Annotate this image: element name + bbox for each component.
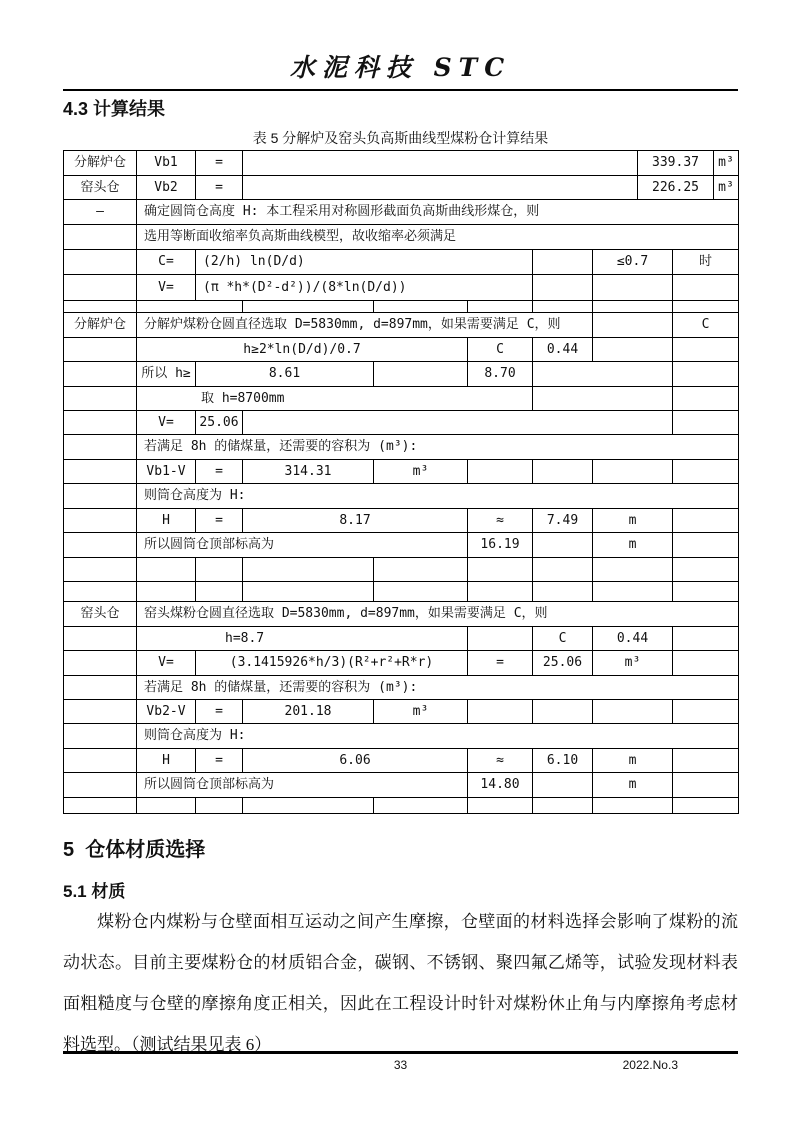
table-row — [64, 435, 739, 460]
table-row — [64, 275, 739, 301]
table-cell: 取 h=8700mm — [137, 387, 533, 411]
table-row — [64, 176, 739, 200]
table-cell — [673, 798, 739, 814]
table-cell: (π *h*(D²-d²))/(8*ln(D/d)) — [196, 275, 533, 301]
table-cell: 若满足 8h 的储煤量，还需要的容积为 (m³): — [137, 435, 739, 460]
table-row — [64, 602, 739, 627]
table-cell — [533, 773, 593, 798]
table-cell — [243, 582, 374, 602]
table-cell: V= — [137, 411, 196, 435]
table-cell — [64, 250, 137, 275]
table-cell: 若满足 8h 的储煤量，还需要的容积为 (m³): — [137, 676, 739, 700]
table-cell: C= — [137, 250, 196, 275]
table-cell — [593, 700, 673, 724]
table-cell — [593, 582, 673, 602]
table-cell — [64, 676, 137, 700]
table-cell: 所以 h≥ — [137, 362, 196, 387]
table-cell — [468, 627, 533, 651]
table-cell — [374, 362, 468, 387]
table-cell: ≈ — [468, 509, 533, 533]
table-cell — [243, 176, 638, 200]
table-cell: Vb1 — [137, 151, 196, 176]
table-cell: 25.06 — [196, 411, 243, 435]
section-heading-5-1: 5.1 材质 — [63, 882, 126, 901]
table-cell — [64, 773, 137, 798]
table-row — [64, 200, 739, 225]
table-cell — [533, 558, 593, 582]
table-cell — [243, 798, 374, 814]
table-cell — [593, 798, 673, 814]
table-cell — [673, 387, 739, 411]
table-cell — [673, 627, 739, 651]
table-cell — [468, 301, 533, 313]
table-caption: 表 5 分解炉及窑头负高斯曲线型煤粉仓计算结果 — [252, 130, 549, 146]
table-cell — [64, 627, 137, 651]
table-cell: 时 — [673, 250, 739, 275]
table-cell: C — [468, 338, 533, 362]
table-cell: = — [468, 651, 533, 676]
table-cell: 8.61 — [196, 362, 374, 387]
table-cell — [64, 387, 137, 411]
table-row — [64, 484, 739, 509]
table-row — [64, 582, 739, 602]
table-row — [64, 338, 739, 362]
table-row — [64, 724, 739, 749]
table-cell — [593, 301, 673, 313]
table-cell — [64, 700, 137, 724]
table-cell — [64, 411, 137, 435]
table-cell — [64, 484, 137, 509]
table-cell — [673, 411, 739, 435]
table-cell — [196, 582, 243, 602]
table-cell: 窑头煤粉仓圆直径选取 D=5830mm, d=897mm，如果需要满足 C，则 — [137, 602, 739, 627]
table-row — [64, 651, 739, 676]
table-cell: V= — [137, 651, 196, 676]
table-cell — [64, 558, 137, 582]
table-cell: m³ — [374, 700, 468, 724]
table-row — [64, 533, 739, 558]
table-cell — [243, 151, 638, 176]
table-cell — [468, 558, 533, 582]
table-cell — [533, 362, 673, 387]
table-cell — [533, 582, 593, 602]
table-row — [64, 250, 739, 275]
table-cell — [533, 250, 593, 275]
table-cell: m³ — [593, 651, 673, 676]
table-cell: 所以圆筒仓顶部标高为 — [137, 533, 468, 558]
table-cell — [533, 460, 593, 484]
section-heading-4-3: 4.3 计算结果 — [63, 99, 166, 119]
table-cell — [468, 798, 533, 814]
table-cell: V= — [137, 275, 196, 301]
table-cell: m³ — [714, 151, 739, 176]
table-cell: h≥2*ln(D/d)/0.7 — [137, 338, 468, 362]
table-cell: = — [196, 749, 243, 773]
table-cell — [533, 275, 593, 301]
table-cell — [374, 301, 468, 313]
table-cell: m³ — [714, 176, 739, 200]
table-cell — [137, 301, 243, 313]
table-cell — [64, 275, 137, 301]
table-row — [64, 749, 739, 773]
table-cell: = — [196, 151, 243, 176]
table-cell — [673, 338, 739, 362]
table-cell: = — [196, 700, 243, 724]
table-cell: h=8.7 — [137, 627, 468, 651]
table-cell: ≤0.7 — [593, 250, 673, 275]
table-cell — [673, 558, 739, 582]
table-cell — [593, 313, 673, 338]
table-row — [64, 387, 739, 411]
table-cell: 分解炉仓 — [64, 151, 137, 176]
table-cell: 25.06 — [533, 651, 593, 676]
table-cell — [64, 301, 137, 313]
table-cell: 选用等断面收缩率负高斯曲线模型，故收缩率必须满足 — [137, 225, 739, 250]
table-cell — [64, 362, 137, 387]
table-cell — [673, 651, 739, 676]
table-cell — [64, 509, 137, 533]
table-cell — [64, 582, 137, 602]
table-cell — [673, 533, 739, 558]
table-cell — [243, 411, 673, 435]
table-cell: m³ — [374, 460, 468, 484]
calc-table-body — [64, 151, 739, 814]
page-number: 33 — [393, 1058, 408, 1072]
table-cell: 226.25 — [638, 176, 714, 200]
table-cell: 14.80 — [468, 773, 533, 798]
table-cell: 窑头仓 — [64, 176, 137, 200]
table-cell: = — [196, 176, 243, 200]
issue-label: 2022.No.3 — [622, 1058, 678, 1072]
table-cell: m — [593, 773, 673, 798]
table-cell: m — [593, 533, 673, 558]
table-cell — [374, 798, 468, 814]
table-row — [64, 460, 739, 484]
table-cell — [593, 275, 673, 301]
calc-table — [63, 150, 739, 814]
table-row — [64, 798, 739, 814]
table-cell: m — [593, 509, 673, 533]
table-cell — [593, 338, 673, 362]
table-cell: 所以圆筒仓顶部标高为 — [137, 773, 468, 798]
table-cell: 分解炉煤粉仓圆直径选取 D=5830mm, d=897mm，如果需要满足 C，则 — [137, 313, 593, 338]
table-cell — [533, 387, 673, 411]
table-cell: 窑头仓 — [64, 602, 137, 627]
table-row — [64, 225, 739, 250]
table-cell — [196, 798, 243, 814]
table-cell: — — [64, 200, 137, 225]
table-cell — [468, 460, 533, 484]
table-row — [64, 773, 739, 798]
table-cell — [64, 533, 137, 558]
table-cell: m — [593, 749, 673, 773]
table-row — [64, 301, 739, 313]
table-cell: Vb2-V — [137, 700, 196, 724]
table-cell: 则筒仓高度为 H: — [137, 484, 739, 509]
table-cell: 16.19 — [468, 533, 533, 558]
table-cell — [673, 460, 739, 484]
table-cell — [593, 460, 673, 484]
table-cell: 0.44 — [593, 627, 673, 651]
table-cell — [533, 700, 593, 724]
table-cell: 则筒仓高度为 H: — [137, 724, 739, 749]
table-row — [64, 362, 739, 387]
table-cell — [468, 582, 533, 602]
table-cell — [673, 509, 739, 533]
table-cell — [64, 225, 137, 250]
table-cell: 314.31 — [243, 460, 374, 484]
table-cell: H — [137, 509, 196, 533]
table-cell: 6.06 — [243, 749, 468, 773]
table-row — [64, 411, 739, 435]
table-cell — [64, 435, 137, 460]
table-cell: 8.17 — [243, 509, 468, 533]
table-cell: = — [196, 460, 243, 484]
table-cell — [243, 301, 374, 313]
table-cell — [64, 749, 137, 773]
table-cell — [468, 700, 533, 724]
table-cell: (2/h) ln(D/d) — [196, 250, 533, 275]
table-cell — [243, 558, 374, 582]
table-row — [64, 151, 739, 176]
table-cell: = — [196, 509, 243, 533]
table-cell: Vb2 — [137, 176, 196, 200]
table-cell — [673, 582, 739, 602]
table-cell: 8.70 — [468, 362, 533, 387]
table-cell — [533, 533, 593, 558]
table-row — [64, 313, 739, 338]
table-row — [64, 627, 739, 651]
table-row — [64, 509, 739, 533]
table-cell: 7.49 — [533, 509, 593, 533]
table-cell — [374, 558, 468, 582]
table-row — [64, 676, 739, 700]
table-cell: ≈ — [468, 749, 533, 773]
table-cell: 339.37 — [638, 151, 714, 176]
table-cell — [673, 362, 739, 387]
table-cell — [673, 700, 739, 724]
table-cell — [137, 798, 196, 814]
table-cell — [64, 338, 137, 362]
table-cell — [673, 301, 739, 313]
table-cell — [137, 582, 196, 602]
table-cell: (3.1415926*h/3)(R²+r²+R*r) — [196, 651, 468, 676]
table-cell: 0.44 — [533, 338, 593, 362]
table-row — [64, 700, 739, 724]
table-cell — [137, 558, 196, 582]
footer-rule — [63, 1051, 738, 1054]
section-heading-5: 5 仓体材质选择 — [63, 839, 206, 861]
table-cell — [533, 301, 593, 313]
table-cell — [374, 582, 468, 602]
table-cell — [673, 749, 739, 773]
table-cell — [64, 460, 137, 484]
table-cell — [673, 773, 739, 798]
journal-title: 水泥科技 STC — [289, 53, 512, 82]
table-cell — [673, 275, 739, 301]
table-cell — [593, 558, 673, 582]
header-rule — [63, 89, 738, 91]
table-cell: H — [137, 749, 196, 773]
table-cell: 201.18 — [243, 700, 374, 724]
table-cell: 确定圆筒仓高度 H: 本工程采用对称圆形截面负高斯曲线形煤仓，则 — [137, 200, 739, 225]
table-cell: C — [533, 627, 593, 651]
table-cell — [64, 798, 137, 814]
table-cell: Vb1-V — [137, 460, 196, 484]
table-cell: C — [673, 313, 739, 338]
table-cell — [64, 724, 137, 749]
table-cell: 6.10 — [533, 749, 593, 773]
table-cell: 分解炉仓 — [64, 313, 137, 338]
table-cell — [64, 651, 137, 676]
table-row — [64, 558, 739, 582]
table-cell — [533, 798, 593, 814]
table-cell — [196, 558, 243, 582]
body-paragraph: 煤粉仓内煤粉与仓壁面相互运动之间产生摩擦，仓壁面的材料选择会影响了煤粉的流动状态。目前主要煤粉仓的材质铝合金，碳钢、不锈钢、聚四氟乙烯等，试验发现材料表面粗糙度与仓壁的摩擦角度正相关，因此在工程设计时针对煤粉休止角与内摩擦角考虑材料选型。（测试结果见表 6） — [63, 912, 738, 1054]
